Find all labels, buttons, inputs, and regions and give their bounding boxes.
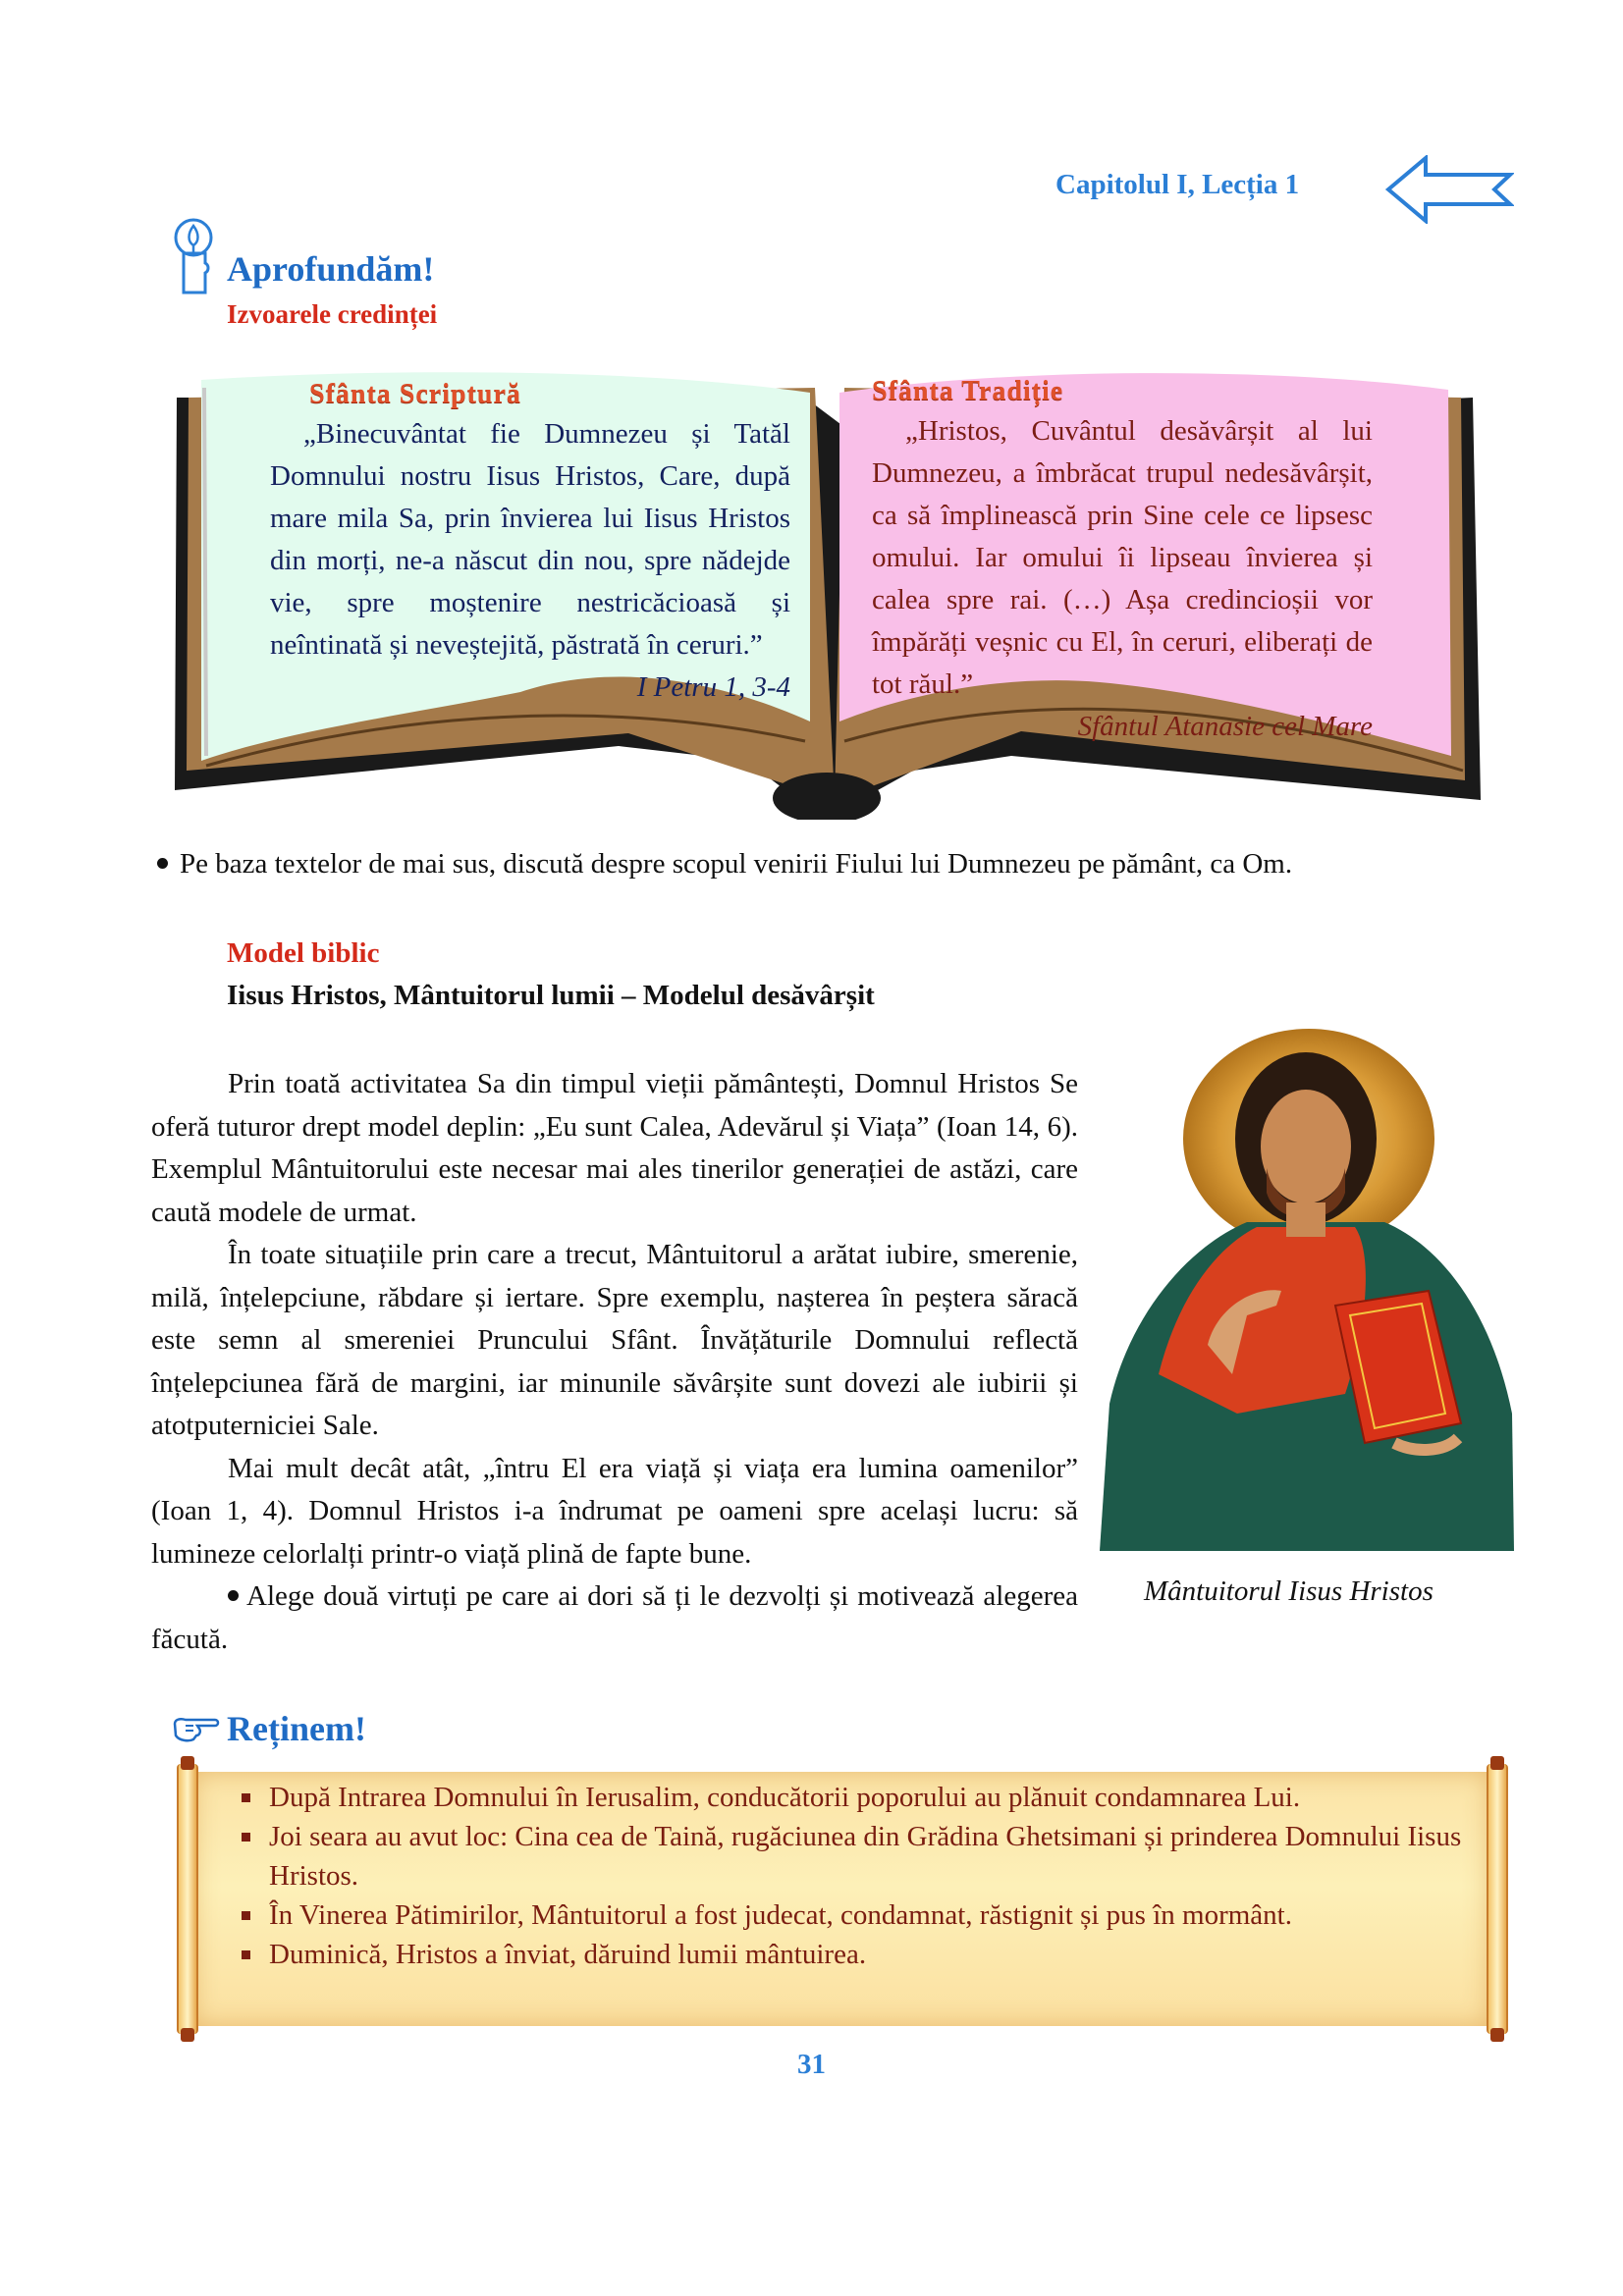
left-arrow-outline-icon[interactable] xyxy=(1384,155,1514,224)
section-title-deepen: Aprofundăm! xyxy=(227,249,435,289)
list-item-text: Joi seara au avut loc: Cina cea de Taină, rugăciunea din Grădina Ghetsimani și prinderea Domnului Iisus Hristos. xyxy=(269,1821,1462,1892)
square-bullet-icon xyxy=(242,1950,250,1959)
model-label: Model biblic xyxy=(227,937,380,969)
section-title-remember: Reținem! xyxy=(227,1709,366,1748)
list-item xyxy=(236,1778,1473,1817)
summary-scroll xyxy=(175,1764,1510,2034)
right-page-title: Sfânta Tradiție xyxy=(872,376,1064,406)
scroll-rod-right xyxy=(1487,1764,1508,2034)
section-subtitle-sources: Izvoarele credinței xyxy=(227,299,438,329)
list-item-text: În Vinerea Pătimirilor, Mântuitorul a fost judecat, condamnat, răstignit și pus în mormânt. xyxy=(269,1899,1292,1931)
left-page-scripture xyxy=(270,376,790,709)
bullet-icon xyxy=(157,858,168,869)
discussion-prompt-text: Pe baza textelor de mai sus, discută despre scopul venirii Fiului lui Dumnezeu pe pământ, ca Om. xyxy=(180,848,1293,880)
scripture-citation: I Petru 1, 3-4 xyxy=(636,671,790,703)
open-book-illustration xyxy=(167,368,1483,820)
list-item xyxy=(236,1896,1473,1935)
page-number: 31 xyxy=(797,2049,826,2080)
paragraph: În toate situațiile prin care a trecut, Mântuitorul a arătat iubire, smerenie, milă, înțelepciune, răbdare și iertare. Spre exemplu, nașterea în peștera săracă este semn al smereniei Pruncului Sfânt. Învățăturile Domnului reflectă înțelepciunea fără de margini, iar minunile săvârșite sunt dovezi ale iubirii și atotputerniciei Sale. xyxy=(151,1239,1078,1441)
discussion-prompt xyxy=(157,848,1532,881)
summary-list xyxy=(236,1778,1473,1974)
scroll-rod-left xyxy=(177,1764,198,2034)
candle-icon xyxy=(172,218,221,296)
model-title: Iisus Hristos, Mântuitorul lumii – Modelul desăvârșit xyxy=(227,980,875,1011)
model-body xyxy=(151,1063,1078,1661)
tradition-citation: Sfântul Atanasie cel Mare xyxy=(1077,711,1373,742)
square-bullet-icon xyxy=(242,1793,250,1802)
paragraph: Prin toată activitatea Sa din timpul vieții pământești, Domnul Hristos Se oferă tuturor drept model deplin: „Eu sunt Calea, Adevărul și Viața” (Ioan 14, 6). Exemplul Mântuitorului este necesar mai ales tinerilor generației de astăzi, care caută modele de urmat. xyxy=(151,1068,1078,1228)
chapter-lesson-label: Capitolul I, Lecția 1 xyxy=(1055,169,1300,200)
square-bullet-icon xyxy=(242,1911,250,1920)
left-page-title: Sfânta Scriptură xyxy=(309,379,521,409)
tradition-quote: „Hristos, Cuvântul desăvârșit al lui Dumnezeu, a îmbrăcat trupul nedesăvârșit, ca să împlinească prin Sine cele ce lipsesc omului. Iar omului îi lipseau învierea și calea spre rai. (…) Așa credincioșii vor împărăți veșnic cu El, în ceruri, eliberați de tot răul.” xyxy=(872,415,1373,700)
list-item-text: Duminică, Hristos a înviat, dăruind lumii mântuirea. xyxy=(269,1939,867,1970)
list-item-text: După Intrarea Domnului în Ierusalim, conducătorii poporului au plănuit condamnarea Lui. xyxy=(269,1782,1301,1813)
list-item xyxy=(236,1935,1473,1974)
square-bullet-icon xyxy=(242,1833,250,1842)
task-text: Alege două virtuți pe care ai dori să ți le dezvolți și motivează alegerea făcută. xyxy=(151,1580,1078,1655)
right-page-tradition xyxy=(872,373,1373,748)
task-prompt xyxy=(151,1575,1078,1661)
bullet-icon xyxy=(228,1590,239,1601)
christ-icon-image xyxy=(1100,1021,1514,1551)
paragraph: Mai mult decât atât, „întru El era viață și viața era lumina oamenilor” (Ioan 1, 4). Domnul Hristos i-a îndrumat pe oameni spre același lucru: să lumineze celorlalți printr-o viață plină de fapte bune. xyxy=(151,1452,1078,1570)
pointing-hand-icon xyxy=(172,1714,221,1743)
scripture-quote: „Binecuvântat fie Dumnezeu și Tatăl Domnului nostru Iisus Hristos, Care, după mare mila Sa, prin învierea lui Iisus Hristos din morți, ne-a născut din nou, spre nădejde vie, spre moștenire nestricăcioasă și neîntinată și neveștejită, păstrată în ceruri.” xyxy=(270,418,790,661)
list-item xyxy=(236,1817,1473,1896)
image-caption: Mântuitorul Iisus Hristos xyxy=(1144,1575,1434,1607)
